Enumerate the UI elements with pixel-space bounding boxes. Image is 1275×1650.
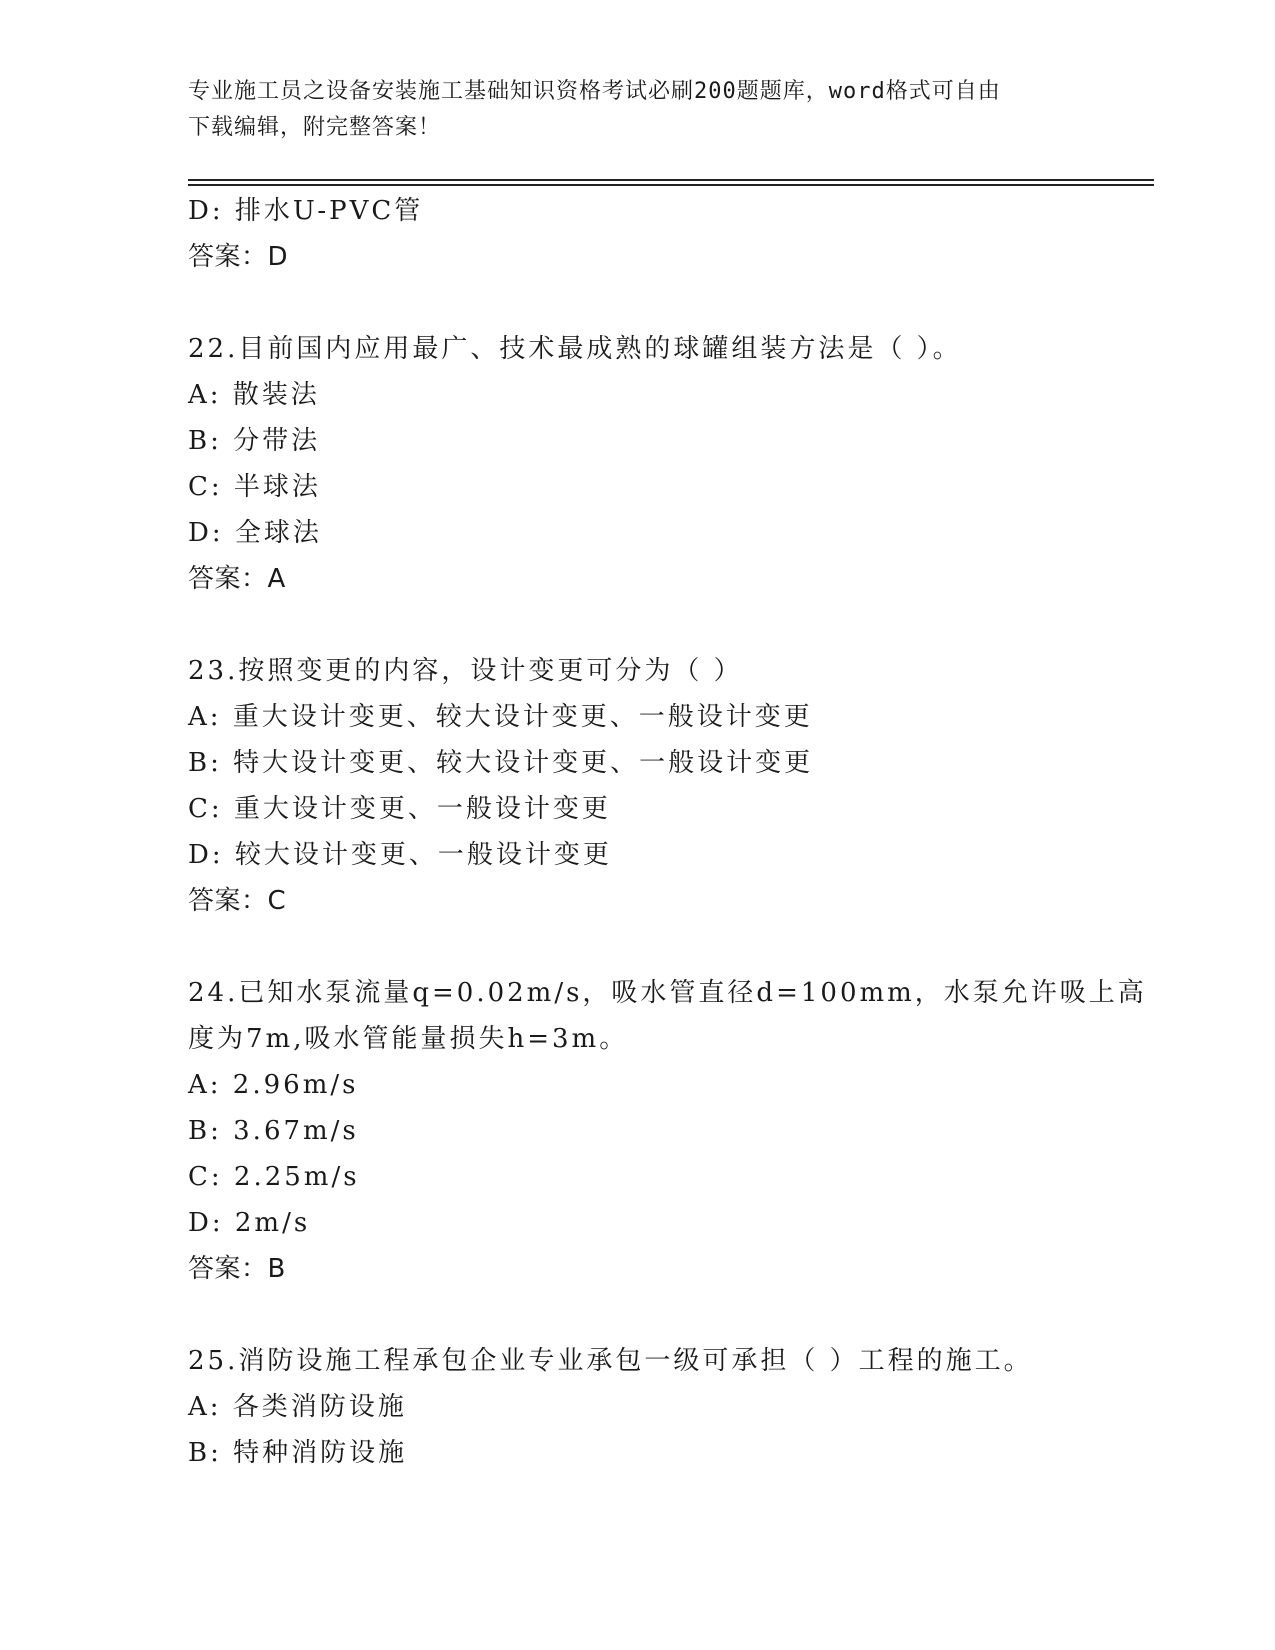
q22-option-d: D: 全球法 <box>188 518 322 548</box>
spacer <box>188 602 1088 648</box>
spacer <box>188 924 1088 970</box>
q24-option-d: D: 2m/s <box>188 1208 311 1238</box>
q24-question-line-2: 度为7m,吸水管能量损失h=3m。 <box>188 1024 629 1054</box>
q23-question: 23.按照变更的内容，设计变更可分为（ ） <box>188 656 743 686</box>
q24-option-b: B: 3.67m/s <box>188 1116 359 1146</box>
prev-option-d: D: 排水U-PVC管 <box>188 196 424 226</box>
question-content <box>188 188 1147 1476</box>
spacer <box>188 280 1088 326</box>
header-divider-top <box>188 179 1154 181</box>
q25-question: 25.消防设施工程承包企业专业承包一级可承担（ ）工程的施工。 <box>188 1346 1033 1376</box>
q23-answer: 答案：C <box>188 886 287 916</box>
document-header <box>188 74 1068 146</box>
q25-option-a: A: 各类消防设施 <box>188 1392 407 1422</box>
q25-option-b: B: 特种消防设施 <box>188 1438 408 1468</box>
q24-answer: 答案：B <box>188 1254 286 1284</box>
q24-question-line-1: 24.已知水泵流量q=0.02m/s，吸水管直径d=100mm，水泵允许吸上高 <box>188 978 1147 1008</box>
q24-option-c: C: 2.25m/s <box>188 1162 360 1192</box>
q23-option-a: A: 重大设计变更、较大设计变更、一般设计变更 <box>188 702 813 732</box>
header-line-2: 下载编辑，附完整答案！ <box>188 115 442 140</box>
q22-question: 22.目前国内应用最广、技术最成熟的球罐组装方法是（ ）。 <box>188 334 962 364</box>
q22-option-b: B: 分带法 <box>188 426 321 456</box>
prev-answer: 答案：D <box>188 242 289 272</box>
q22-answer: 答案：A <box>188 564 286 594</box>
header-line-1: 专业施工员之设备安装施工基础知识资格考试必刷200题题库，word格式可自由 <box>188 79 1001 104</box>
q22-option-a: A: 散装法 <box>188 380 320 410</box>
q23-option-d: D: 较大设计变更、一般设计变更 <box>188 840 612 870</box>
q22-option-c: C: 半球法 <box>188 472 321 502</box>
q24-option-a: A: 2.96m/s <box>188 1070 359 1100</box>
q23-option-c: C: 重大设计变更、一般设计变更 <box>188 794 611 824</box>
header-divider-bottom <box>188 184 1154 186</box>
q23-option-b: B: 特大设计变更、较大设计变更、一般设计变更 <box>188 748 814 778</box>
spacer <box>188 1292 1088 1338</box>
